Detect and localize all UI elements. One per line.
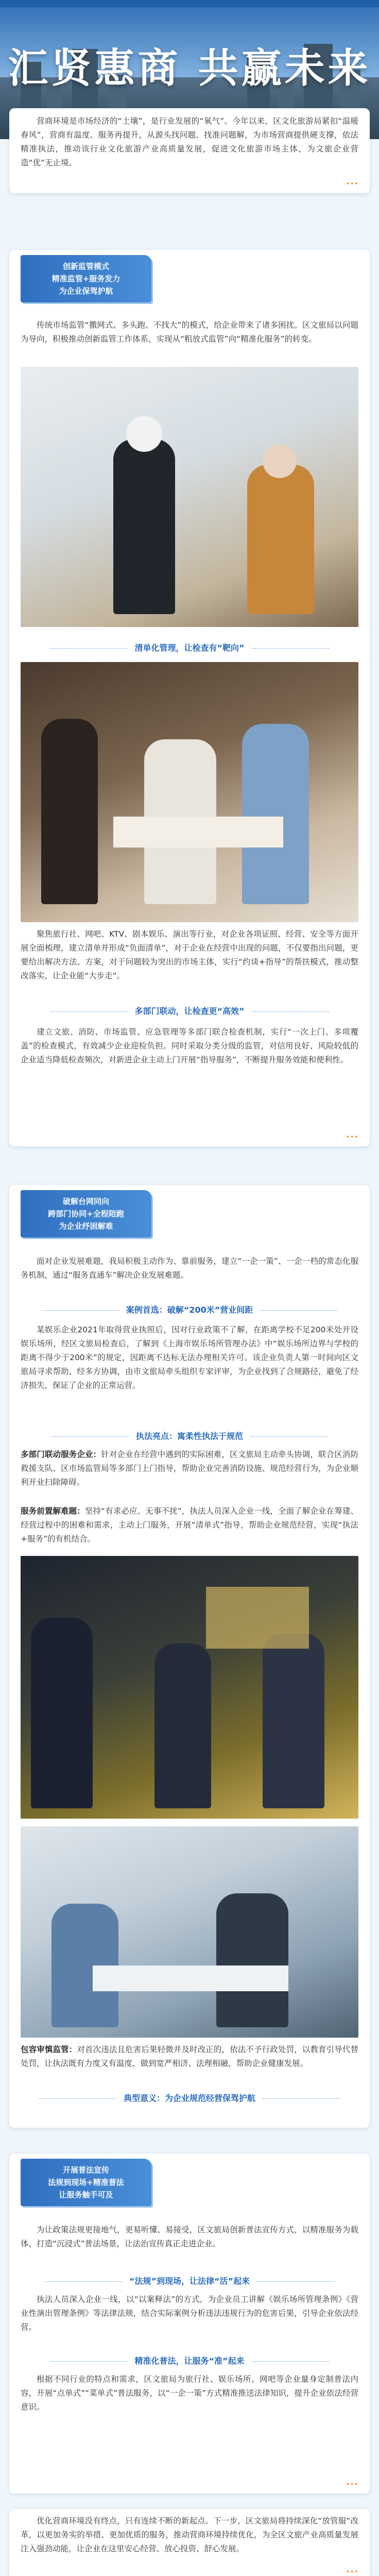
- paragraph-body: 坚持“有求必应、无事不扰”，执法人员深入企业一线，全面了解企业在筹建、经营过程中的困难和需求，主动上门服务，开展“清单式”指导，帮助企业规范经营，实现“执法+服务”的有机结合。: [21, 1506, 358, 1544]
- banner-top-bar: [0, 0, 379, 7]
- section3-paragraph: 根据不同行业的特点和需求，区文旅局为旅行社、娱乐场所、网吧等企业量身定制普法内容，开展“点单式”“菜单式”普法服务，以“一企一策”方式精准推送法律知识，提升企业依法经营意识。: [21, 2375, 358, 2412]
- desk-papers: [113, 817, 283, 848]
- paragraph-lead: 包容审慎监管：: [21, 2045, 77, 2054]
- section1-paragraph: 建立文旅、消防、市场监管、应急管理等多部门联合检查机制，实行“一次上门、多项覆盖”的检查模式，有效减少企业迎检负担。同时采取分类分级的监管，对信用良好、风险较低的企业适当降低检查频次，对新进企业主动上门开展“指导服务”，不断提升服务效能和便利性。: [21, 1027, 358, 1064]
- more-dots-icon: •••: [346, 2481, 359, 2488]
- section1-subheading: 多部门联动，让检查更“高效”: [21, 1005, 358, 1016]
- more-dots-icon: •••: [346, 2568, 359, 2575]
- outro-paragraph: 优化营商环境没有终点，只有连续不断的新起点。下一步，区文旅局将持续深化“放管服”改革，以更加务实的举措、更加优质的服务，推动营商环境持续优化，为全区文旅产业高质量发展注入强劲动能，让企业在这里安心经营、放心投资、舒心发展。: [21, 2516, 358, 2553]
- paragraph-body: 对首次违法且危害后果轻微并及时改正的，依法不予行政处罚，以教育引导代替处罚，让执法既有力度又有温度，做到宽严相济、法理相融，帮助企业健康发展。: [21, 2045, 358, 2068]
- intro-paragraph: 营商环境是市场经济的“土壤”，是行业发展的“氧气”。今年以来，区文化旅游局紧扣“温暖春风”，营商有温度、服务再提升，从源头找问题、找准问题解，为市场营商提供硬支撑，依法精准执法，推动该行业文化旅游产业高质量发展，促进文化旅游市场主体，为文旅企业营造“优”无止境。: [21, 116, 358, 167]
- section1-paragraph: 传统市场监管“撒网式、多头跑、不找大”的模式，给企业带来了诸多困扰。区文旅局以问题为导向，积极推动创新监管工作体系，实现从“粗放式监管”向“精准化服务”的转变。: [21, 320, 358, 344]
- section2-paragraph: 面对企业发展难题，我局积极主动作为、靠前服务，建立“一企一策”、一企一档的常态化服务机制，通过“服务直通车”解决企业发展难题。: [21, 1257, 358, 1280]
- section3-subheading: “法规”到现场，让法律“活”起来: [21, 2275, 358, 2286]
- section1-paragraph: 聚焦旅行社、网吧、KTV、剧本娱乐、演出等行业，对企业各项证照、经营、安全等方面开展全面梳理，建立清单并形成“负面清单”，对于企业在经营中出现的问题，不仅要指出问题，更要给出解决方法、方案，对于问题较为突出的市场主体，实行“约谈+指导”的帮扶模式，推动整改落实，让企业能“大步走”。: [21, 929, 358, 980]
- section3-paragraph: 为让政策法规更接地气，更易听懂、易接受，区文旅局创新普法宣传方式，以精准服务为载体，打造“沉浸式”普法场景，让法治宣传真正走进企业。: [21, 2225, 358, 2248]
- inspection-photo: [21, 662, 358, 922]
- person-figure: [154, 1643, 211, 1808]
- section2-paragraph: [21, 2043, 358, 2071]
- person-figure: [247, 465, 314, 614]
- inspection-photo: [21, 367, 358, 627]
- person-head: [263, 444, 297, 478]
- section2-subheading: 执法亮点：寓柔性执法于规范: [21, 1430, 358, 1442]
- inspection-photo: [21, 1826, 358, 2038]
- section2-subheading: 案例首选：破解“200米”营业间距: [21, 1303, 358, 1315]
- section2-paragraph: [21, 1448, 358, 1489]
- person-figure: [263, 1633, 324, 1808]
- more-dots-icon: •••: [346, 1133, 359, 1141]
- desk: [93, 1965, 288, 1991]
- inspection-photo: [21, 1556, 358, 1819]
- person-figure: [113, 439, 175, 614]
- paragraph-body: 针对企业在经营中遇到的实际困难，区文旅局主动牵头协调，联合区消防救援支队、区市场监管局等多部门上门指导，帮助企业完善消防设施、规范经营行为，为企业顺利开业扫除障碍。: [21, 1450, 358, 1487]
- person-figure: [242, 724, 309, 904]
- section1-subheading: 清单化管理，让检查有“靶向”: [21, 641, 358, 653]
- person-head: [126, 416, 162, 452]
- section3-subheading: 精准化普法，让服务“准”起来: [21, 2354, 358, 2366]
- person-figure: [31, 1618, 93, 1808]
- section2-paragraph: [21, 2108, 358, 2122]
- section2-subheading: 典型意义：为企业规范经营保驾护航: [21, 2092, 358, 2104]
- section2-paragraph: 某娱乐企业2021年取得营业执照后，因对行业政策不了解，在距离学校不足200米处开设娱乐场所，经区文旅局检查后，了解到《上海市娱乐场所管理办法》中“娱乐场所边界与学校的距离不得少于200米”的规定，因距离不达标无法办理相关许可。该企业负责人第一时间向区文旅局寻求帮助，经多方协调，由市文旅局牵头组织专家评审，为企业找到了合规路径，避免了经济损失，保证了企业的正常运营。: [21, 1325, 358, 1390]
- section3-badge: 开展普法宣传 法规到现场+精准普法 让服务触手可及: [21, 2159, 151, 2206]
- section1-badge: 创新监管模式 精准监管+服务发力 为企业保驾护航: [21, 255, 151, 302]
- paragraph-lead: 服务前置解难题：: [21, 1506, 85, 1516]
- section2-badge: 破解台网同向 跨部门协同+全程陪跑 为企业纾困解难: [21, 1190, 151, 1238]
- section2-paragraph: [21, 1504, 358, 1546]
- person-figure: [41, 719, 98, 904]
- more-dots-icon: •••: [346, 180, 359, 188]
- banner-title: 汇贤惠商 共赢未来: [8, 45, 371, 92]
- section3-paragraph: 执法人员深入企业一线，以“以案释法”的方式，为企业员工讲解《娱乐场所管理条例》《营业性演出管理条例》等法律法规，结合实际案例分析违法违规行为的危害后果，引导企业依法经营。: [21, 2295, 358, 2332]
- paragraph-lead: 多部门联动服务企业：: [21, 1450, 101, 1459]
- wall-sign: [206, 1587, 309, 1649]
- person-figure: [216, 1893, 288, 2027]
